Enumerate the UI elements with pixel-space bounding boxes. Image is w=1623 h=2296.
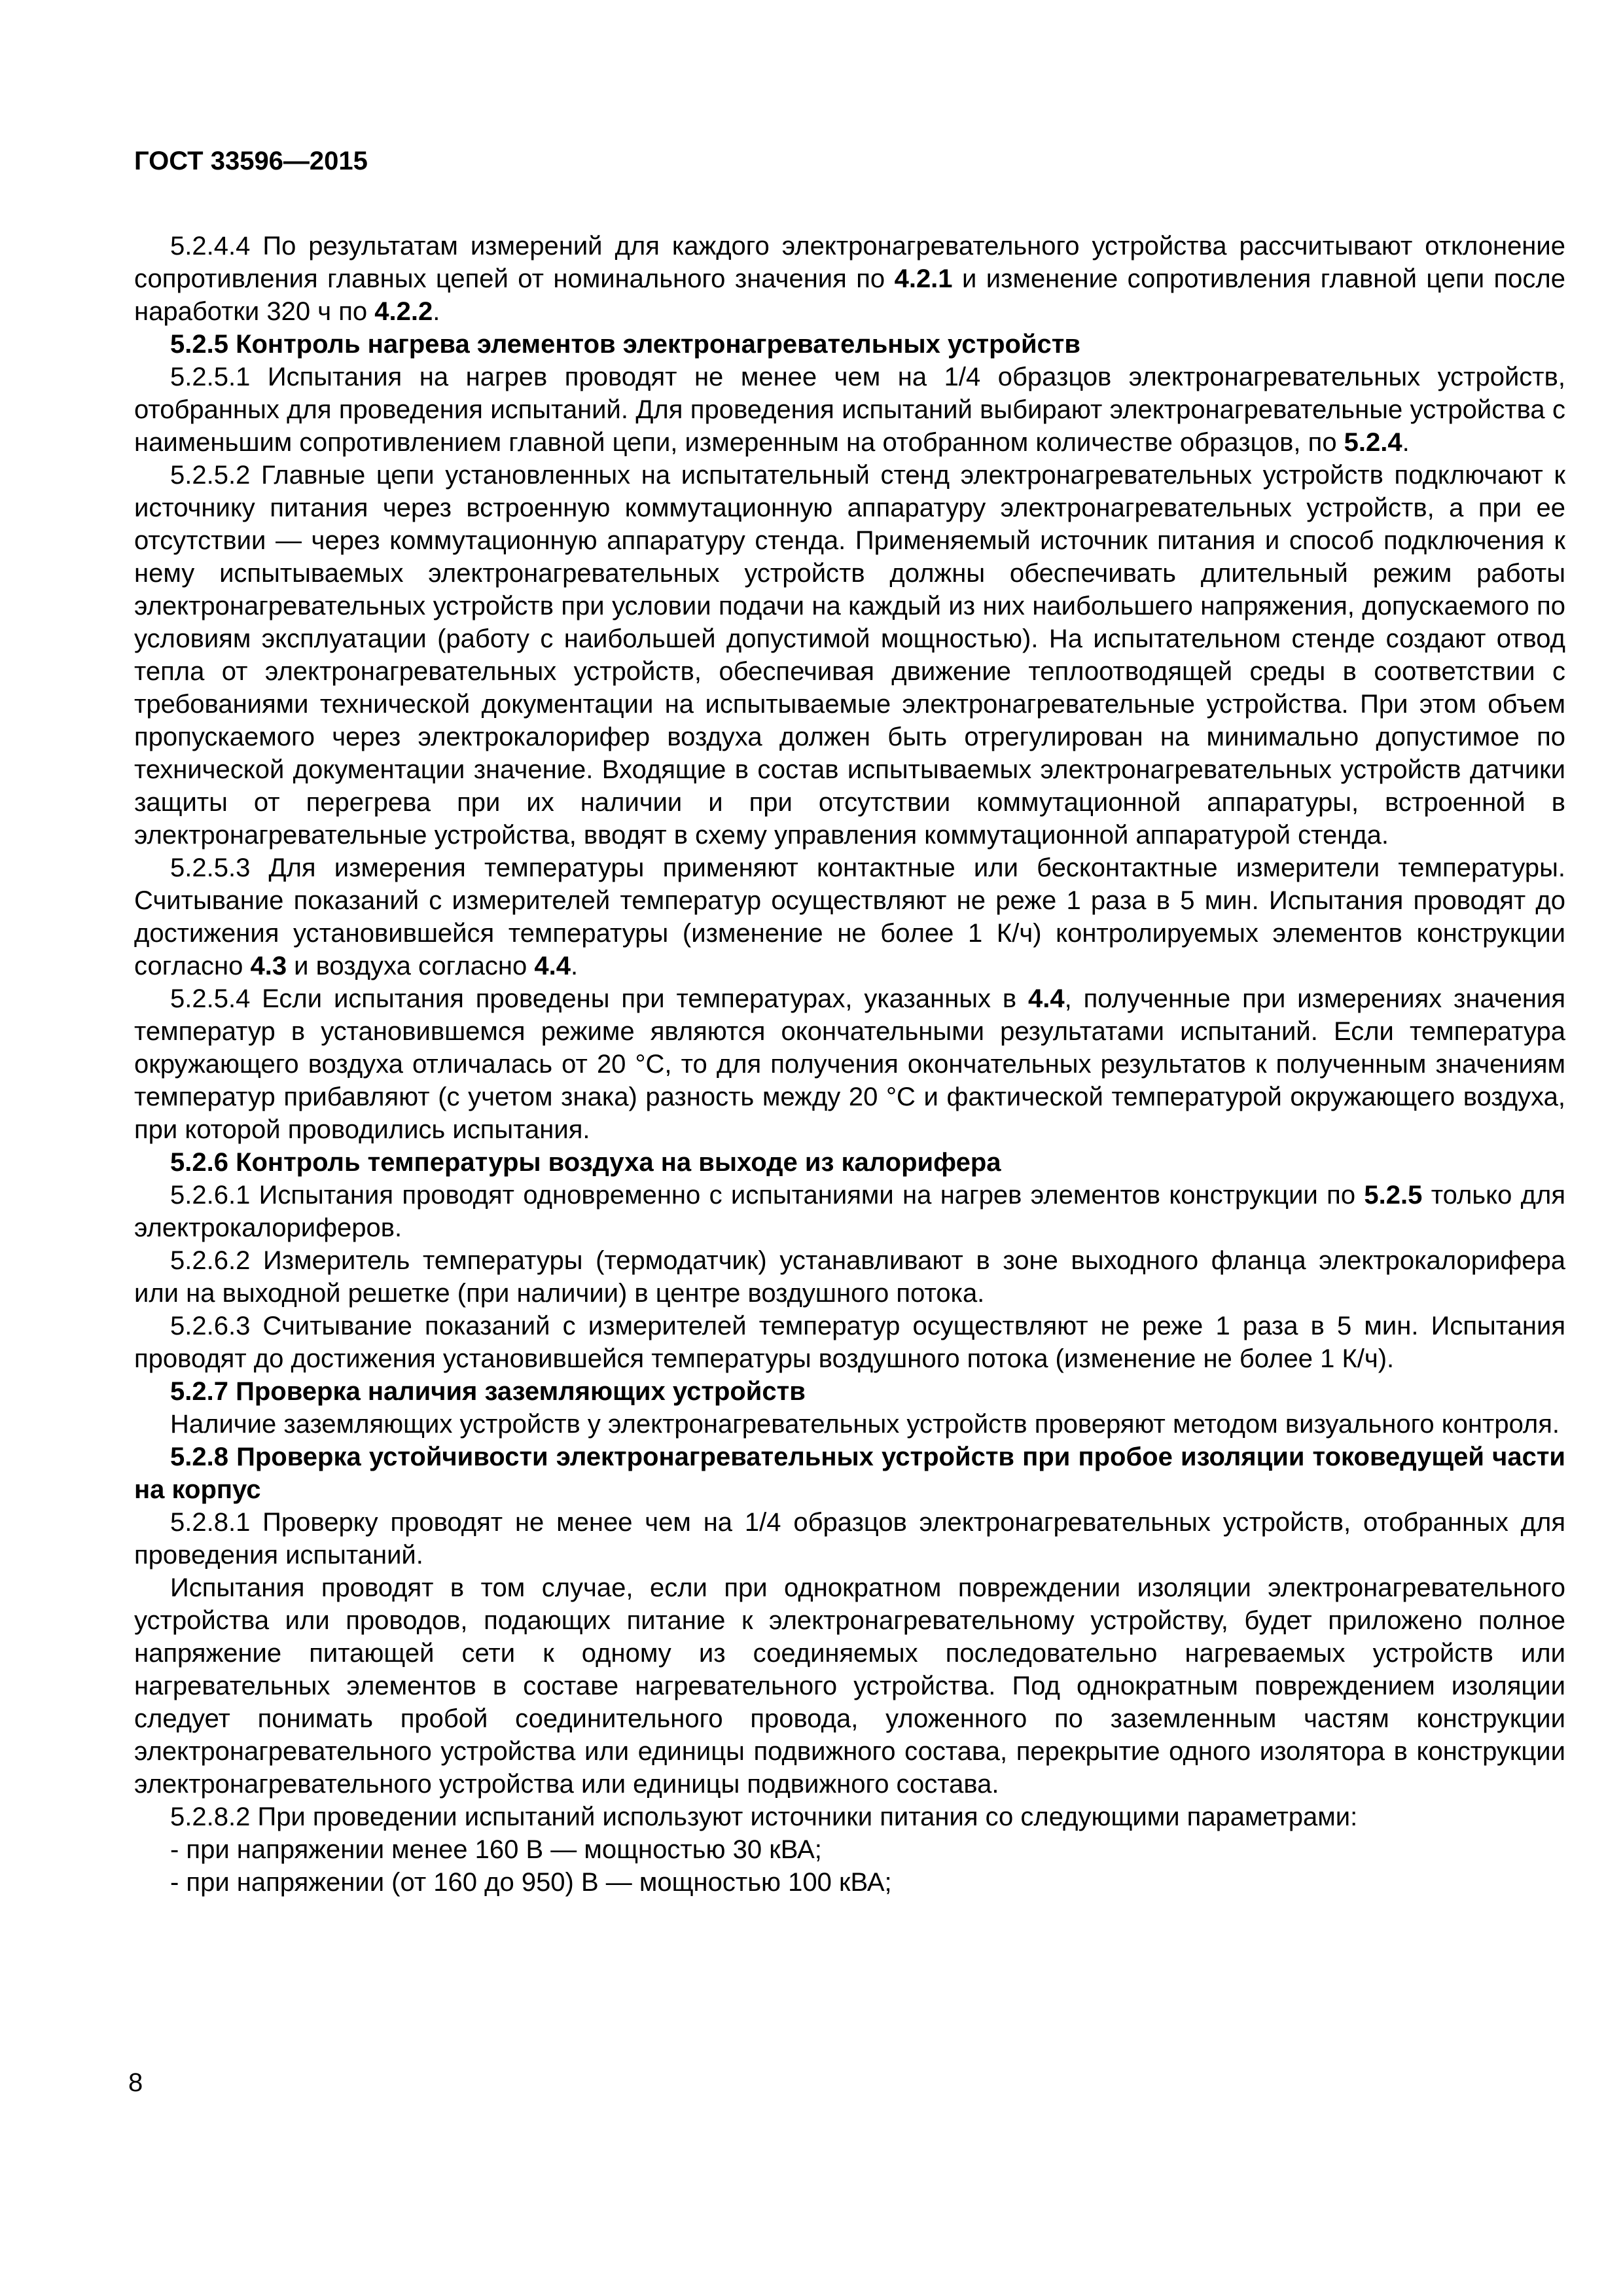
paragraph-text: 5.2.5.2 Главные цепи установленных на испытательный стенд электронагревательных устройств подключают к источнику питания через встроенную коммутационную аппаратуру электронагревательных устройств, а при ее отсутствии — через коммутационную аппаратуру стенда. Применяемый источник питания и способ подключения к нему испытываемых электронагревательных устройств должны обеспечивать длительный режим работы электронагревательных устройств при условии подачи на каждый из них наибольшего напряжения, допускаемого по условиям эксплуатации (работу с наибольшей допустимой мощностью). На испытательном стенде создают отвод тепла от электронагревательных устройств, обеспечивая движение теплоотводящей среды в соответствии с требованиями технической документации на испытываемые электронагревательные устройства. При этом объем пропускаемого через электрокалорифер воздуха должен быть отрегулирован на минимально допустимое по технической документации значение. Входящие в состав испытываемых электронагревательных устройств датчики защиты от перегрева при их наличии и при отсутствии коммутационной аппаратуры, встроенной в электронагревательные устройства, вводят в схему управления коммутационной аппаратурой стенда. [134,461,1565,850]
document-header: ГОСТ 33596—2015 [134,147,368,175]
paragraph [134,982,1565,1146]
paragraph [134,1244,1565,1310]
clause-reference: 5.2.8 Проверка устойчивости электронагревательных устройств при пробое изоляции токоведущей части на корпус [134,1443,1565,1504]
clause-reference: 5.2.5 [1364,1181,1423,1210]
paragraph-text: 5.2.5.3 Для измерения температуры применяют контактные или бесконтактные измерители температуры. Считывание показаний с измерителей температур осуществляют не реже 1 раза в 5 мин. Испытания проводят до достижения установившейся температуры (изменение не более 1 К/ч) контролируемых элементов конструкции согласно [134,853,1565,980]
paragraph-text: - при напряжении (от 160 до 950) В — мощностью 100 кВА; [170,1868,892,1897]
clause-reference: 5.2.5 Контроль нагрева элементов электронагревательных устройств [170,330,1080,359]
paragraph-text: и воздуха согласно [287,952,535,980]
paragraph [134,230,1565,328]
clause-reference: 4.2.1 [894,264,953,293]
paragraph-text: , полученные при измерениях значения температур в установившемся режиме являются окончательными результатами испытаний. Если температура окружающего воздуха отличалась от 20 °С, то для получения окончательных результатов к полученным значениям температур прибавляют (с учетом знака) разность между 20 °С и фактической температурой окружающего воздуха, при которой проводились испытания. [134,984,1566,1144]
clause-reference: 4.2.2 [374,297,433,326]
paragraph-text: - при напряжении менее 160 В — мощностью 30 кВА; [170,1835,822,1864]
paragraph-text: 5.2.4.4 По результатам измерений для каждого электронагревательного устройства рассчитывают отклонение сопротивления главных цепей от номинального значения по [134,232,1565,293]
clause-reference: 5.2.7 Проверка наличия заземляющих устройств [170,1377,806,1406]
paragraph-text: . [1402,428,1410,457]
clause-reference: 4.4 [1028,984,1065,1013]
paragraph-text: . [433,297,440,326]
paragraph-text: Испытания проводят в том случае, если при однократном повреждении изоляции электронагревательного устройства или проводов, подающих питание к электронагревательному устройству, будет приложено полное напряжение питающей сети к одному из соединяемых последовательно нагреваемых устройств или нагревательных элементов в составе нагревательного устройства. Под однократным повреждением изоляции следует понимать пробой соединительного провода, уложенного по заземленным частям конструкции электронагревательного устройства или единицы подвижного состава, перекрытие одного изолятора в конструкции электронагревательного устройства или единицы подвижного состава. [134,1573,1565,1799]
clause-reference: 5.2.4 [1344,428,1402,457]
page-number: 8 [128,2068,143,2097]
paragraph [134,1866,1565,1899]
section-heading [134,328,1565,361]
paragraph-text: 5.2.5.4 Если испытания проведены при температурах, указанных в [170,984,1029,1013]
paragraph-text: 5.2.6.1 Испытания проводят одновременно с испытаниями на нагрев элементов конструкции по [170,1181,1364,1210]
paragraph-text: и изменение сопротивления главной цепи после наработки 320 ч по [134,264,1566,326]
clause-reference: 5.2.6 Контроль температуры воздуха на выходе из калорифера [170,1148,1001,1177]
clause-reference: 4.3 [250,952,287,980]
section-heading [134,1441,1565,1506]
paragraph [134,1801,1565,1833]
paragraph-text: Наличие заземляющих устройств у электронагревательных устройств проверяют методом визуального контроля. [170,1410,1560,1439]
paragraph [134,1833,1565,1866]
paragraph [134,1179,1565,1244]
document-body [134,230,1565,1899]
clause-reference: 4.4 [534,952,571,980]
paragraph-text: 5.2.8.2 При проведении испытаний используют источники питания со следующими параметрами: [170,1803,1358,1831]
paragraph-text: . [571,952,579,980]
paragraph [134,852,1565,982]
paragraph [134,1506,1565,1571]
paragraph-text: только для электрокалориферов. [134,1181,1565,1242]
paragraph-text: 5.2.6.2 Измеритель температуры (термодатчик) устанавливают в зоне выходного фланца электрокалорифера или на выходной решетке (при наличии) в центре воздушного потока. [134,1246,1565,1308]
paragraph [134,361,1565,459]
paragraph-text: 5.2.6.3 Считывание показаний с измерителей температур осуществляют не реже 1 раза в 5 мин. Испытания проводят до достижения установившейся температуры воздушного потока (изменение не более 1 К/ч). [134,1312,1565,1373]
paragraph [134,1310,1565,1375]
paragraph [134,1571,1565,1801]
paragraph [134,1408,1565,1441]
section-heading [134,1146,1565,1179]
paragraph-text: 5.2.5.1 Испытания на нагрев проводят не менее чем на 1/4 образцов электронагревательных устройств, отобранных для проведения испытаний. Для проведения испытаний выбирают электронагревательные устройства с наименьшим сопротивлением главной цепи, измеренным на отобранном количестве образцов, по [134,363,1565,457]
paragraph-text: 5.2.8.1 Проверку проводят не менее чем на 1/4 образцов электронагревательных устройств, отобранных для проведения испытаний. [134,1508,1565,1570]
paragraph [134,459,1565,852]
section-heading [134,1375,1565,1408]
